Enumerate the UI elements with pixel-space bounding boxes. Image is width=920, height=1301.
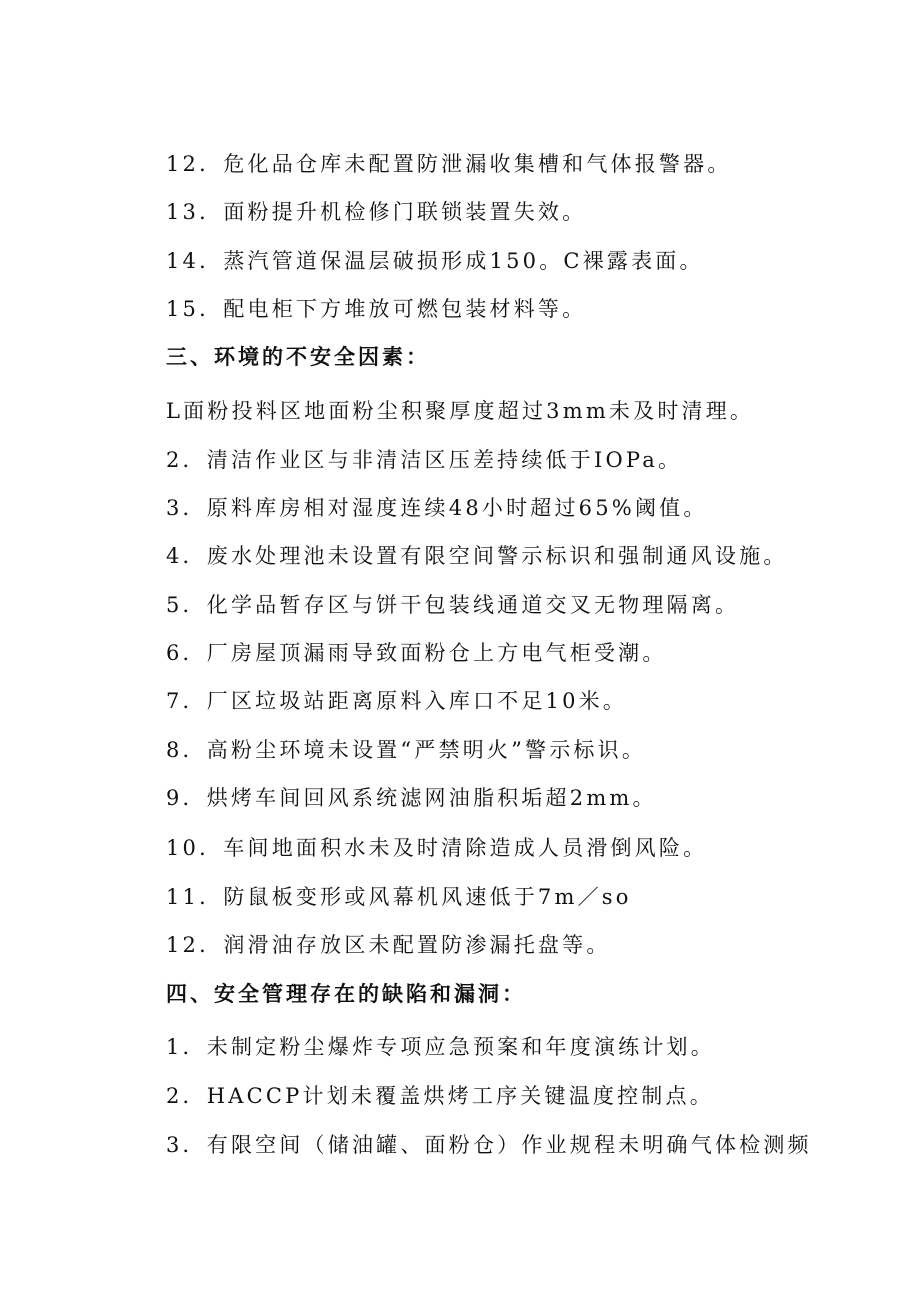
- section-heading: 四、安全管理存在的缺陷和漏洞：: [166, 982, 526, 1006]
- list-item: 10．车间地面积水未及时清除造成人员滑倒风险。: [166, 836, 708, 860]
- list-item: 9．烘烤车间回风系统滤网油脂积垢超2mm。: [166, 786, 657, 810]
- list-item: 7．厂区垃圾站距离原料入库口不足10米。: [166, 689, 628, 713]
- list-item: 2．清洁作业区与非清洁区压差持续低于IOPa。: [166, 448, 683, 472]
- list-item: 3．原料库房相对湿度连续48小时超过65%阈值。: [166, 496, 708, 520]
- list-item: 12．危化品仓库未配置防泄漏收集槽和气体报警器。: [166, 152, 732, 176]
- list-item: 2．HACCP计划未覆盖烘烤工序关键温度控制点。: [166, 1084, 714, 1108]
- list-item: 14．蒸汽管道保温层破损形成150。C裸露表面。: [166, 249, 704, 273]
- list-item: 15．配电柜下方堆放可燃包装材料等。: [166, 297, 587, 321]
- list-item: 1．未制定粉尘爆炸专项应急预案和年度演练计划。: [166, 1035, 715, 1059]
- list-item: 8．高粉尘环境未设置“严禁明火”警示标识。: [166, 738, 647, 762]
- list-item: 11．防鼠板变形或风幕机风速低于7m／so: [166, 885, 632, 909]
- list-item: 3．有限空间（储油罐、面粉仓）作业规程未明确气体检测频: [166, 1133, 812, 1157]
- list-item: 13．面粉提升机检修门联锁装置失效。: [166, 200, 587, 224]
- list-item: 4．废水处理池未设置有限空间警示标识和强制通风设施。: [166, 544, 788, 568]
- section-heading: 三、环境的不安全因素：: [166, 345, 430, 369]
- list-item: L面粉投料区地面粉尘积聚厚度超过3mm未及时清理。: [166, 399, 755, 423]
- list-item: 12．润滑油存放区未配置防渗漏托盘等。: [166, 933, 611, 957]
- list-item: 6．厂房屋顶漏雨导致面粉仓上方电气柜受潮。: [166, 641, 667, 665]
- list-item: 5．化学品暂存区与饼干包装线通道交叉无物理隔离。: [166, 593, 740, 617]
